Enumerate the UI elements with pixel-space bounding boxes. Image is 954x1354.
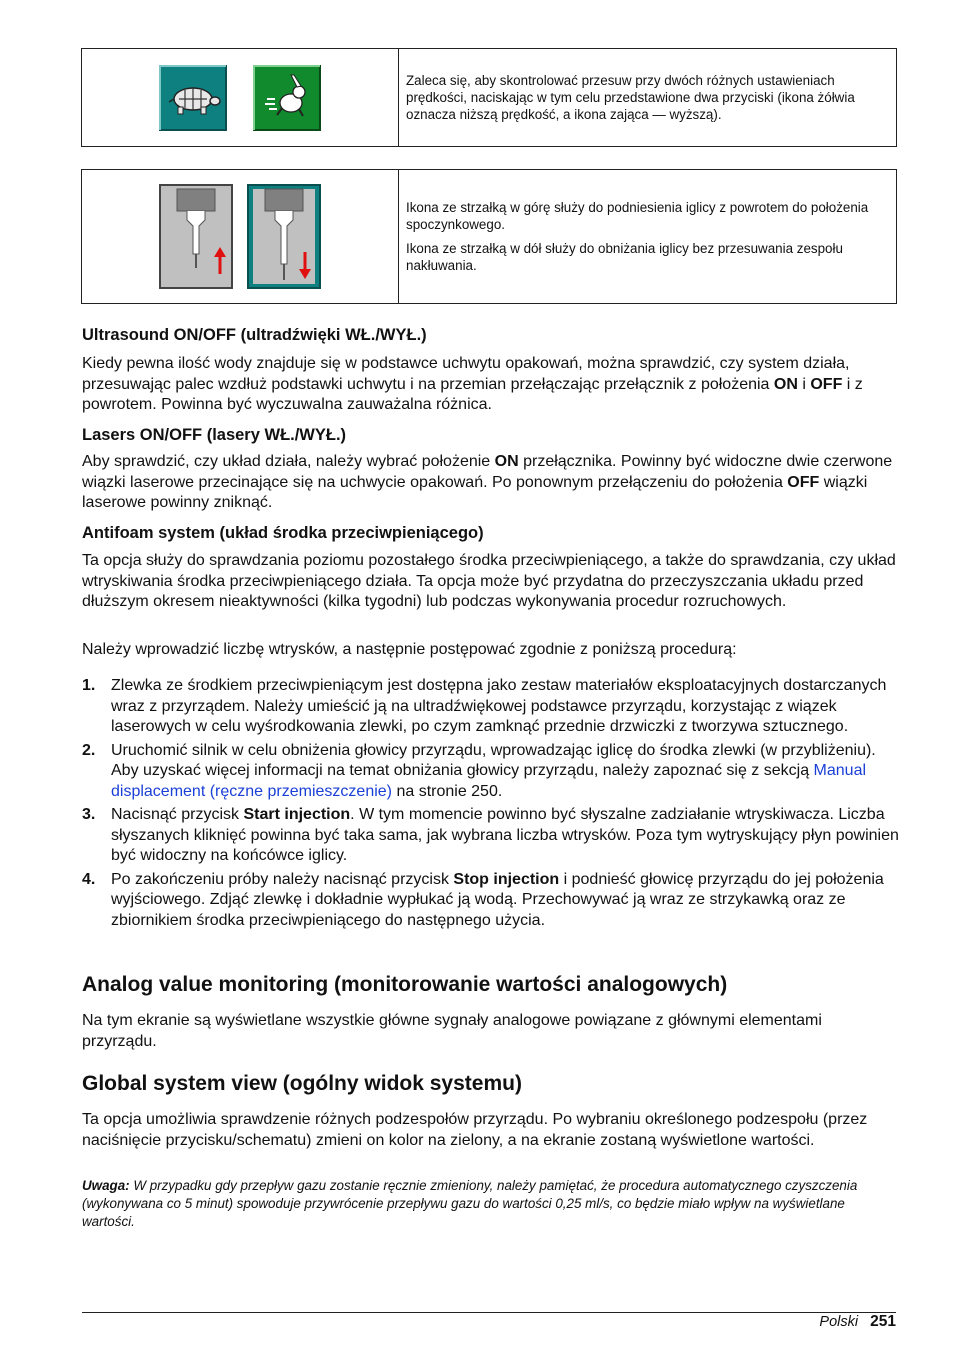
antifoam-heading: Antifoam system (układ środka przeciwpieniącego) — [82, 524, 484, 542]
needle-up-icon[interactable] — [159, 184, 233, 289]
lasers-paragraph: Aby sprawdzić, czy układ działa, należy wybrać położenie ON przełącznika. Powinny być widoczne dwie czerwone wiązki laserowe przecinające się na uchwycie opakowań. Po ponownym przełączeniu do położenia OFF wiązki laserowe powinny zniknąć. — [82, 453, 893, 511]
hare-icon[interactable] — [253, 65, 321, 131]
needle-down-icon[interactable] — [247, 184, 321, 289]
antifoam-steps — [82, 676, 900, 934]
antifoam-paragraph-1: Ta opcja służy do sprawdzania poziomu pozostałego środka przeciwpieniącego, a także do sprawdzania, czy układ wtryskiwania środka przeciwpieniącego działa. Ta opcja może być przydatna do przeczyszczania układu przed dłuższym okresem nieaktywności (kilka tygodni) lub podczas wykonywania procedur rozruchowych. — [82, 552, 896, 610]
ultrasound-paragraph: Kiedy pewna ilość wody znajduje się w podstawce uchwytu opakowań, można sprawdzić, czy system działa, przesuwając palec wzdłuż podstawki uchwytu i na przemian przełączając przełącznik z położenia ON i OFF i z powrotem. Powinna być wyczuwalna zauważalna różnica. — [82, 355, 863, 413]
footer — [819, 1313, 896, 1331]
analog-paragraph: Na tym ekranie są wyświetlane wszystkie główne sygnały analogowe powiązane z głównymi elementami przyrządu. — [82, 1012, 822, 1050]
needle-down-description: Ikona ze strzałką w dół służy do obniżania iglicy bez przesuwania zespołu nakłuwania. — [406, 241, 843, 273]
analog-heading: Analog value monitoring (monitorowanie wartości analogowych) — [82, 973, 728, 996]
footer-language: Polski — [819, 1314, 859, 1330]
step-number: 2. — [82, 741, 96, 759]
needle-icons-cell — [82, 170, 399, 303]
speed-icons-cell — [82, 49, 399, 146]
list-item: 1. Zlewka ze środkiem przeciwpieniącym jest dostępna jako zestaw materiałów eksploatacyjnych dostarczanych wraz z przyrządem. Należy umieścić ją na ultradźwiękowej podstawce przyrządu, korzystając z wiązek laserowych w celu wyśrodkowania zlewki, po czym zamknąć przednie drzwiczki z tworzywa sztucznego. — [82, 677, 887, 735]
speed-description — [399, 49, 896, 146]
step-number: 1. — [82, 677, 96, 694]
speed-table — [81, 48, 897, 147]
list-item: 3. Nacisnąć przycisk Start injection. W tym momencie powinno być słyszalne zadziałanie wtryskiwacza. Liczba słyszanych kliknięć powinna być taka sama, jak wybrana liczba wtrysków. Poza tym wytryskujący płyn powinien być widoczny na końcówce iglicy. — [82, 806, 899, 864]
global-heading: Global system view (ogólny widok systemu) — [82, 1072, 522, 1095]
ultrasound-heading: Ultrasound ON/OFF (ultradźwięki WŁ./WYŁ.) — [82, 326, 427, 344]
lasers-heading: Lasers ON/OFF (lasery WŁ./WYŁ.) — [82, 426, 347, 444]
list-item: 4. Po zakończeniu próby należy nacisnąć przycisk Stop injection i podnieść głowicę przyrządu do jej położenia wyjściowego. Zdjąć zlewkę i dokładnie wypłukać ją wodą. Przechowywać ją wraz ze strzykawką oraz ze zbiornikiem środka przeciwpieniącego do następnego użycia. — [82, 870, 884, 929]
needle-description — [399, 170, 896, 303]
page-number: 251 — [870, 1313, 896, 1330]
global-paragraph: Ta opcja umożliwia sprawdzenie różnych podzespołów przyrządu. Po wybraniu określonego podzespołu (przez naciśnięcie przycisku/schematu) zmieni on kolor na zielony, a na ekranie zostaną wyświetlone wartości. — [82, 1111, 868, 1149]
antifoam-paragraph-2: Należy wprowadzić liczbę wtrysków, a następnie postępować zgodnie z poniższą procedurą: — [82, 641, 737, 658]
step-number: 4. — [82, 870, 96, 888]
turtle-icon[interactable] — [159, 65, 227, 131]
speed-description-text: Zaleca się, aby skontrolować przesuw przy dwóch różnych ustawieniach prędkości, naciskając w tym celu przedstawione dwa przyciski (ikona żółwia oznacza niższą prędkość, a ikona zająca — wyższą). — [406, 73, 855, 122]
global-note: Uwaga: W przypadku gdy przepływ gazu zostanie ręcznie zmieniony, należy pamiętać, że procedura automatycznego czyszczenia (wykonywana co 5 minut) spowoduje przywrócenie przepływu gazu do wartości 0,25 ml/s, co będzie miało wpływ na wyświetlane wartości. — [82, 1178, 858, 1229]
needle-table — [81, 169, 897, 304]
step-number: 3. — [82, 806, 96, 823]
manual-displacement-link[interactable]: Manual displacement (ręczne przemieszczenie) — [111, 762, 867, 800]
note-label: Uwaga: — [82, 1178, 130, 1193]
footer-rule — [82, 1312, 896, 1313]
list-item: 2. Uruchomić silnik w celu obniżenia głowicy przyrządu, wprowadzając iglicę do środka zlewki (w przybliżeniu). Aby uzyskać więcej informacji na temat obniżania głowicy przyrządu, należy zapoznać się z sekcją Manual displacement (ręczne przemieszczenie) na stronie 250. — [82, 741, 876, 800]
needle-up-description: Ikona ze strzałką w górę służy do podniesienia iglicy z powrotem do położenia spoczynkowego. — [406, 200, 869, 232]
